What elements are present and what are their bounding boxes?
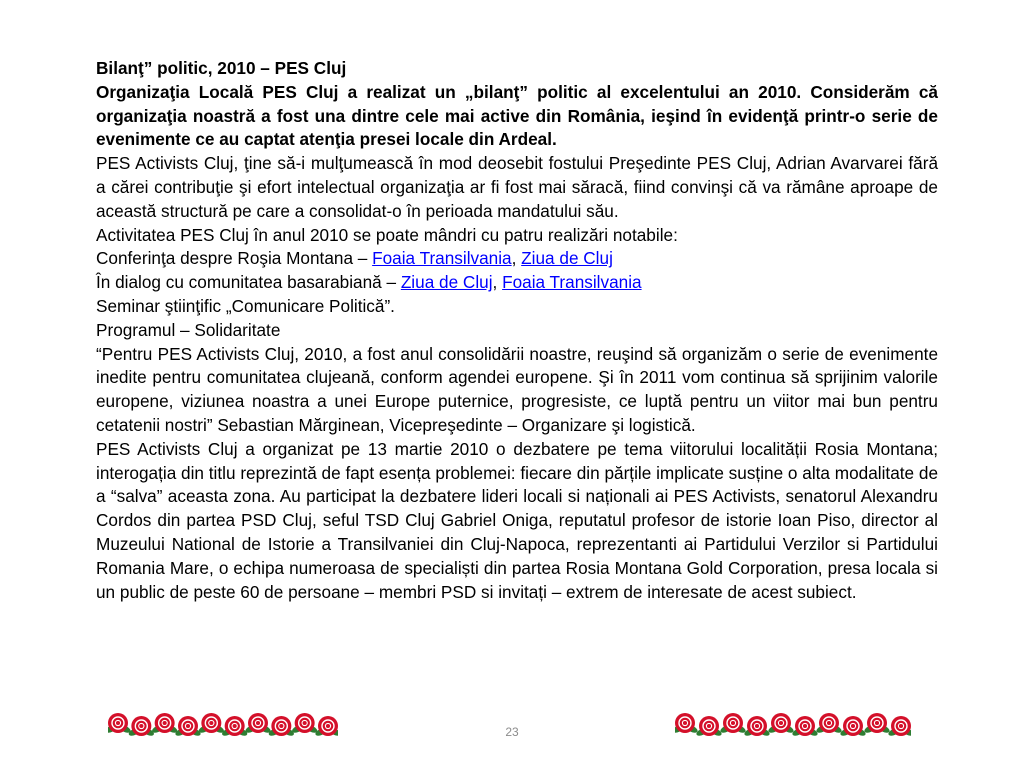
link-separator: ,	[492, 272, 503, 293]
intro-paragraph: Organizaţia Locală PES Cluj a realizat un „bilanţ” politic al excelentului an 2010. Considerăm că organizaţia noastră a fost una dintre cele mai active din România, ieşind în evidenţă printr-o serie de evenimente ce au captat atenţia presei locale din Ardeal.	[96, 81, 938, 150]
link-ziua-de-cluj[interactable]: Ziua de Cluj	[400, 272, 493, 293]
slide-body	[96, 57, 938, 604]
slide-title: Bilanţ” politic, 2010 – PES Cluj	[96, 58, 347, 78]
list-item	[96, 271, 938, 295]
list-item	[96, 247, 938, 271]
link-foaia-transilvania[interactable]: Foaia Transilvania	[502, 272, 642, 293]
list-item-text: În dialog cu comunitatea basarabiană –	[96, 272, 401, 293]
quote-paragraph: “Pentru PES Activists Cluj, 2010, a fost anul consolidării noastre, reuşind să organizăm o serie de evenimente inedite pentru comunitatea clujeană, conform agendei europene. Şi în 2011 vom continua să sprijinim valorile europene, viziunea noastra a unei Europe puternice, progresiste, ce luptă pentru un viitor mai bun pentru cetatenii nostri” Sebastian Mărginean, Vicepreşedinte – Organizare şi logistică.	[96, 343, 938, 435]
page-number: 23	[505, 725, 519, 739]
list-item: Programul – Solidaritate	[96, 319, 281, 340]
link-separator: ,	[511, 248, 522, 269]
thanks-paragraph: PES Activists Cluj, ţine să-i mulţumească în mod deosebit fostului Preşedinte PES Cluj, Adrian Avarvarei fără a cărei contribuţie şi efort intelectual organizaţia ar fi fost mai săracă, fiind convinşi că va rămâne aproape de această structură pe care a consolidat-o în perioada mandatului său.	[96, 153, 938, 221]
list-item: Seminar ştiinţific „Comunicare Politică”.	[96, 295, 395, 316]
link-foaia-transilvania[interactable]: Foaia Transilvania	[372, 248, 512, 269]
event-paragraph: PES Activists Cluj a organizat pe 13 martie 2010 o dezbatere pe tema viitorului localității Rosia Montana; interogația din titlu reprezintă de fapt esența problemei: fiecare din părțile implicate susține o alta modalitate de a “salva” aceasta zona. Au participat la dezbatere lideri locali si naționali ai PES Activists, senatorul Alexandru Cordos din partea PSD Cluj, seful TSD Cluj Gabriel Oniga, reputatul profesor de istorie Ioan Piso, director al Muzeului National de Istorie a Transilvaniei din Cluj-Napoca, reprezentanti ai Partidului Verzilor si Partidului Romania Mare, o echipa numeroasa de specialiști din partea Rosia Montana Gold Corporation, presa locala si un public de peste 60 de persoane – membri PSD si invitați – extrem de interesate de acest subiect.	[96, 438, 938, 602]
list-item-text: Conferinţa despre Roşia Montana –	[96, 248, 373, 269]
achievements-intro: Activitatea PES Cluj în anul 2010 se poate mândri cu patru realizări notabile:	[96, 224, 678, 245]
link-ziua-de-cluj[interactable]: Ziua de Cluj	[521, 248, 613, 269]
